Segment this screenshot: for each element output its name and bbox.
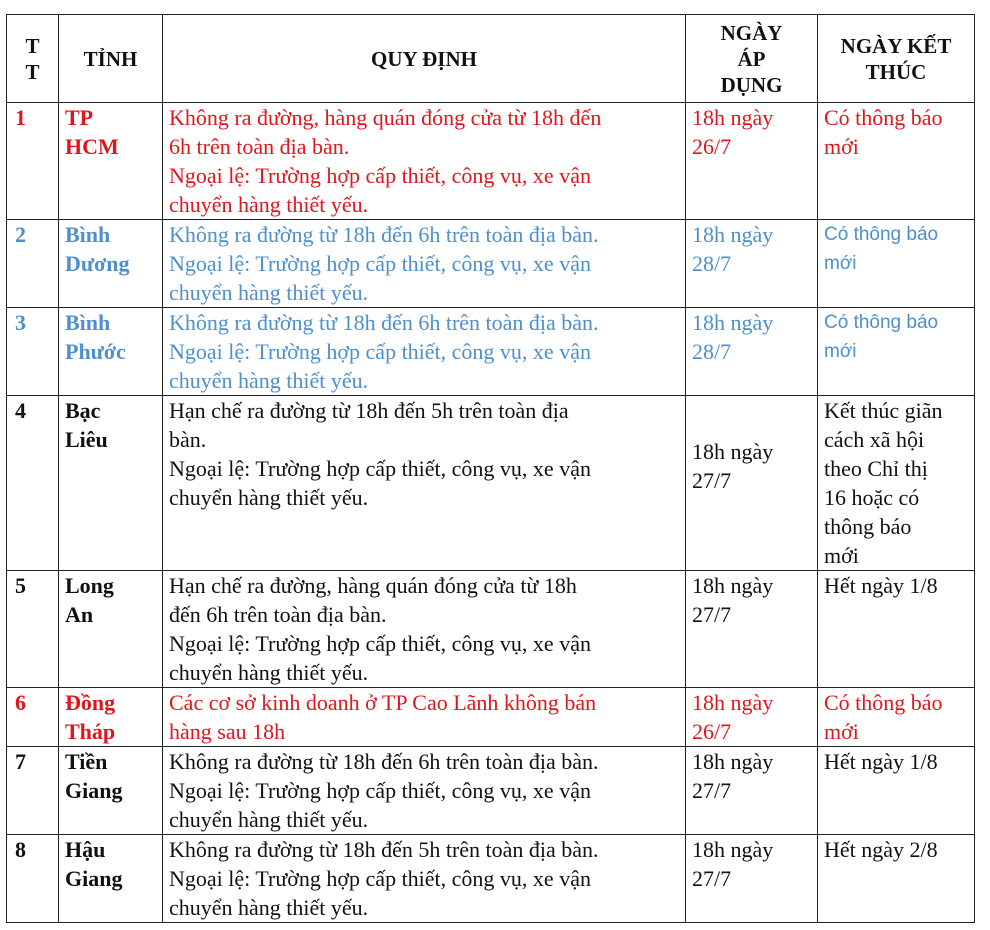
rule-text: Không ra đường từ 18h đến 6h trên toàn địa bàn. Ngoại lệ: Trường hợp cấp thiết, công vụ, xe vận chuyển hàng thiết yếu.	[163, 220, 686, 308]
province-name: Bình Dương	[59, 220, 163, 308]
end-date: Có thông báo mới	[818, 103, 975, 220]
province-name: Bình Phước	[59, 308, 163, 396]
header-row	[7, 15, 975, 103]
row-number: 6	[7, 688, 59, 747]
header-end-date: NGÀY KẾT THÚC	[818, 15, 975, 103]
end-date: Có thông báo mới	[818, 308, 975, 396]
table-row	[7, 747, 975, 835]
start-date: 18h ngày 27/7	[686, 571, 818, 688]
province-name: TP HCM	[59, 103, 163, 220]
province-name: Long An	[59, 571, 163, 688]
province-name: Hậu Giang	[59, 835, 163, 923]
start-date: 18h ngày 27/7	[686, 835, 818, 923]
row-number: 1	[7, 103, 59, 220]
province-name: Đồng Tháp	[59, 688, 163, 747]
table-row	[7, 688, 975, 747]
curfew-table	[6, 14, 975, 923]
end-date: Hết ngày 2/8	[818, 835, 975, 923]
table-row	[7, 308, 975, 396]
row-number: 8	[7, 835, 59, 923]
rule-text: Hạn chế ra đường từ 18h đến 5h trên toàn địa bàn. Ngoại lệ: Trường hợp cấp thiết, công vụ, xe vận chuyển hàng thiết yếu.	[163, 396, 686, 571]
row-number: 2	[7, 220, 59, 308]
start-date: 18h ngày 26/7	[686, 103, 818, 220]
row-number: 7	[7, 747, 59, 835]
province-name: Tiền Giang	[59, 747, 163, 835]
end-date: Hết ngày 1/8	[818, 571, 975, 688]
start-date: 18h ngày 27/7	[686, 747, 818, 835]
rule-text: Không ra đường, hàng quán đóng cửa từ 18h đến 6h trên toàn địa bàn. Ngoại lệ: Trường hợp cấp thiết, công vụ, xe vận chuyển hàng thiết yếu.	[163, 103, 686, 220]
end-date: Có thông báo mới	[818, 220, 975, 308]
table-row	[7, 835, 975, 923]
end-date: Hết ngày 1/8	[818, 747, 975, 835]
header-tt: T T	[7, 15, 59, 103]
table-row	[7, 571, 975, 688]
rule-text: Không ra đường từ 18h đến 6h trên toàn địa bàn. Ngoại lệ: Trường hợp cấp thiết, công vụ, xe vận chuyển hàng thiết yếu.	[163, 308, 686, 396]
header-start-date: NGÀY ÁP DỤNG	[686, 15, 818, 103]
table-row	[7, 103, 975, 220]
table-row	[7, 220, 975, 308]
rule-text: Hạn chế ra đường, hàng quán đóng cửa từ 18h đến 6h trên toàn địa bàn. Ngoại lệ: Trường hợp cấp thiết, công vụ, xe vận chuyển hàng thiết yếu.	[163, 571, 686, 688]
end-date: Có thông báo mới	[818, 688, 975, 747]
start-date: 18h ngày 27/7	[686, 396, 818, 571]
start-date: 18h ngày 26/7	[686, 688, 818, 747]
end-date: Kết thúc giãn cách xã hội theo Chỉ thị 16 hoặc có thông báo mới	[818, 396, 975, 571]
table-row	[7, 396, 975, 571]
row-number: 5	[7, 571, 59, 688]
province-name: Bạc Liêu	[59, 396, 163, 571]
start-date: 18h ngày 28/7	[686, 308, 818, 396]
start-date: 18h ngày 28/7	[686, 220, 818, 308]
header-province: TỈNH	[59, 15, 163, 103]
header-rule: QUY ĐỊNH	[163, 15, 686, 103]
row-number: 3	[7, 308, 59, 396]
rule-text: Không ra đường từ 18h đến 6h trên toàn địa bàn. Ngoại lệ: Trường hợp cấp thiết, công vụ, xe vận chuyển hàng thiết yếu.	[163, 747, 686, 835]
rule-text: Các cơ sở kinh doanh ở TP Cao Lãnh không bán hàng sau 18h	[163, 688, 686, 747]
row-number: 4	[7, 396, 59, 571]
rule-text: Không ra đường từ 18h đến 5h trên toàn địa bàn. Ngoại lệ: Trường hợp cấp thiết, công vụ, xe vận chuyển hàng thiết yếu.	[163, 835, 686, 923]
